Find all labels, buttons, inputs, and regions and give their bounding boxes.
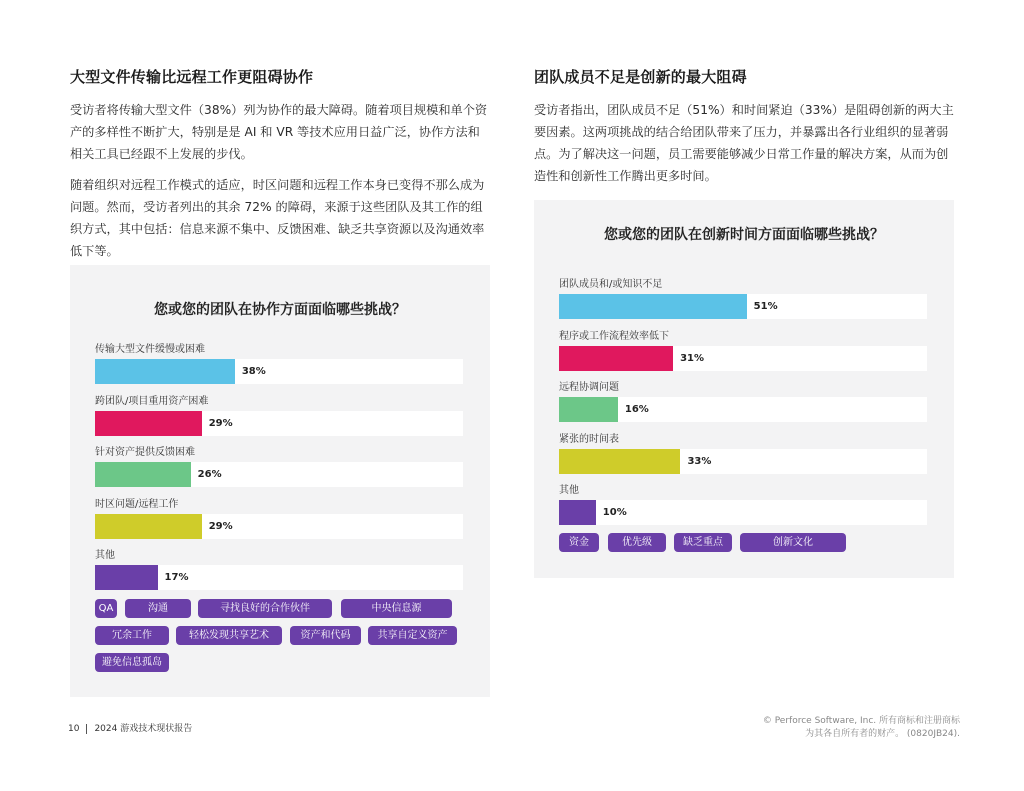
left-paragraph-2: 随着组织对远程工作模式的适应，时区问题和远程工作本身已变得不那么成为问题。然而，受访者列出的其余 72% 的障碍，来源于这些团队及其工作的组织方式，其中包括：信息来源不集中、反馈困难、缺乏共享资源以及沟通效率低下等。 bbox=[70, 178, 485, 258]
other-tag-chip: 沟通 bbox=[125, 599, 191, 618]
innovation-chart-title: 您或您的团队在创新时间方面面临哪些挑战？ bbox=[604, 227, 884, 243]
bar-category-label: 程序或工作流程效率低下 bbox=[559, 330, 669, 342]
bar-value-label: 29% bbox=[208, 520, 233, 532]
right-column bbox=[534, 66, 958, 196]
bar-row bbox=[95, 343, 463, 395]
other-tag-chip: 冗余工作 bbox=[95, 626, 169, 645]
copyright-notice bbox=[763, 715, 960, 741]
bar-track bbox=[95, 359, 463, 384]
other-tag-chip: QA bbox=[95, 599, 117, 618]
bar bbox=[559, 449, 680, 474]
other-tag-chip: 中央信息源 bbox=[341, 599, 452, 618]
bar bbox=[95, 359, 235, 384]
bar bbox=[95, 411, 202, 436]
other-tag-chip: 轻松发现共享艺术 bbox=[176, 626, 282, 645]
collaboration-chart-title: 您或您的团队在协作方面面临哪些挑战？ bbox=[154, 302, 406, 318]
bar-row bbox=[95, 549, 463, 601]
bar bbox=[95, 462, 191, 487]
bar-value-label: 16% bbox=[624, 404, 649, 415]
right-paragraph-1: 受访者指出，团队成员不足（51%）和时间紧迫（33%）是阻碍创新的两大主要因素。这两项挑战的结合给团队带来了压力，并暴露出各行业组织的显著弱点。为了解决这一问题，员工需要能够减少日常工作量的解决方案，从而为创造性和创新性工作腾出更多时间。 bbox=[534, 103, 954, 183]
left-paragraph-1: 受访者将传输大型文件（38%）列为协作的最大障碍。随着项目规模和单个资产的多样性不断扩大，特别是是 AI 和 VR 等技术应用日益广泛，协作方法和相关工具已经跟不上发展的步伐。 bbox=[70, 103, 488, 161]
innovation-bars bbox=[559, 278, 927, 536]
collaboration-chart-panel bbox=[70, 265, 490, 697]
copyright-line-2: 为其各自所有者的财产。 (0820JB24). bbox=[805, 729, 960, 739]
bar-track bbox=[559, 346, 927, 371]
bar-category-label: 传输大型文件缓慢或困难 bbox=[95, 344, 205, 355]
bar-value-label: 29% bbox=[208, 417, 233, 429]
bar bbox=[95, 565, 158, 590]
bar-track bbox=[559, 397, 927, 422]
bar-category-label: 跨团队/项目重用资产困难 bbox=[95, 395, 209, 407]
page-footer bbox=[68, 721, 192, 734]
bar bbox=[559, 500, 596, 525]
right-heading: 团队成员不足是创新的最大阻碍 bbox=[534, 68, 747, 86]
bar-track bbox=[95, 462, 463, 487]
other-tag-chip: 共享自定义资产 bbox=[368, 626, 457, 645]
copyright-line-1: © Perforce Software, Inc. 所有商标和注册商标 bbox=[762, 716, 960, 726]
bar bbox=[559, 397, 618, 422]
bar bbox=[95, 514, 202, 539]
report-title: 2024 游戏技术现状报告 bbox=[94, 724, 193, 734]
bar-track bbox=[559, 449, 927, 474]
bar-value-label: 51% bbox=[753, 301, 778, 312]
bar-track bbox=[95, 514, 463, 539]
bar-track bbox=[559, 500, 927, 525]
bar-row bbox=[559, 484, 927, 536]
bar-track bbox=[95, 411, 463, 436]
bar bbox=[559, 294, 747, 319]
bar-row bbox=[95, 446, 463, 498]
bar-value-label: 38% bbox=[241, 366, 266, 377]
innovation-chart-panel bbox=[534, 200, 954, 578]
bar-category-label: 其他 bbox=[95, 550, 115, 561]
other-tag-chip: 避免信息孤岛 bbox=[95, 653, 169, 672]
bar-value-label: 17% bbox=[164, 572, 189, 583]
bar-value-label: 31% bbox=[680, 352, 705, 364]
bar-value-label: 10% bbox=[602, 507, 627, 518]
other-tag-chip: 优先级 bbox=[608, 533, 666, 552]
collaboration-bars bbox=[95, 343, 463, 601]
bar-category-label: 针对资产提供反馈困难 bbox=[95, 447, 195, 458]
bar-value-label: 33% bbox=[687, 455, 712, 467]
page-number: 10 bbox=[68, 724, 80, 734]
bar-category-label: 远程协调问题 bbox=[559, 382, 619, 393]
bar-row bbox=[95, 498, 463, 550]
other-tag-chip: 创新文化 bbox=[740, 533, 846, 552]
bar-category-label: 团队成员和/或知识不足 bbox=[559, 279, 663, 290]
other-tag-chip: 资金 bbox=[559, 533, 599, 552]
left-heading: 大型文件传输比远程工作更阻碍协作 bbox=[70, 68, 314, 86]
bar-row bbox=[559, 330, 927, 382]
other-tag-chip: 寻找良好的合作伙伴 bbox=[198, 599, 332, 618]
bar-category-label: 紧张的时间表 bbox=[559, 433, 619, 445]
bar-row bbox=[559, 278, 927, 330]
bar-category-label: 其他 bbox=[559, 485, 579, 496]
bar-value-label: 26% bbox=[197, 469, 222, 480]
bar-track bbox=[559, 294, 927, 319]
left-column bbox=[70, 66, 490, 271]
other-tag-chip: 缺乏重点 bbox=[674, 533, 732, 552]
bar-row bbox=[559, 381, 927, 433]
bar-category-label: 时区问题/远程工作 bbox=[95, 498, 179, 510]
bar-row bbox=[95, 395, 463, 447]
bar bbox=[559, 346, 673, 371]
other-tag-chip: 资产和代码 bbox=[290, 626, 361, 645]
bar-track bbox=[95, 565, 463, 590]
footer-divider bbox=[86, 724, 87, 734]
bar-row bbox=[559, 433, 927, 485]
